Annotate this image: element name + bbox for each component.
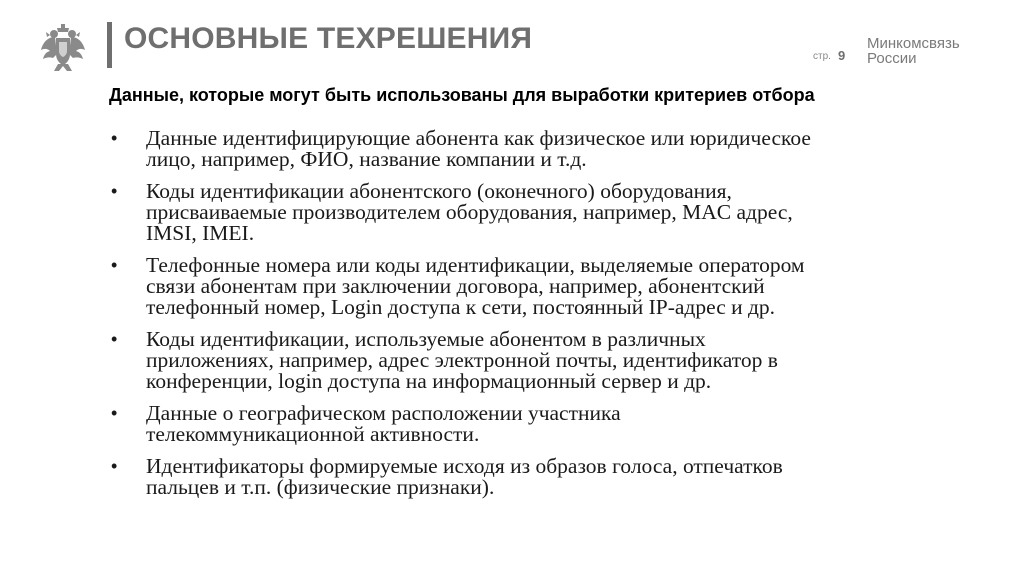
bullet-text-line: Данные о географическом расположении участника — [146, 401, 621, 425]
bullet-dot-icon: • — [111, 329, 118, 349]
title-accent-bar — [107, 22, 112, 68]
bullet-item-app-identifiers — [111, 329, 991, 392]
page-label: стр. — [813, 51, 831, 62]
bullet-item-biometrics — [111, 456, 991, 498]
bullet-text-line: присваиваемые производителем оборудования, например, MAC адрес, — [146, 200, 793, 224]
bullet-text-line: телекоммуникационной активности. — [146, 422, 480, 446]
ministry-logo-text — [867, 36, 987, 66]
bullet-text-line: Телефонные номера или коды идентификации, выделяемые оператором — [146, 253, 805, 277]
bullet-dot-icon: • — [111, 255, 118, 275]
page-number: 9 — [838, 48, 846, 63]
bullet-text-line: лицо, например, ФИО, название компании и т.д. — [146, 147, 587, 171]
bullet-text-line: IMSI, IMEI. — [146, 221, 255, 245]
bullet-list — [111, 128, 991, 509]
bullet-item-equipment-codes — [111, 181, 991, 244]
ministry-name-line2: России — [867, 50, 917, 67]
bullet-text-line: приложениях, например, адрес электронной почты, идентификатор в — [146, 348, 778, 372]
bullet-item-geolocation — [111, 403, 991, 445]
bullet-text-line: связи абонентам при заключении договора, например, абонентский — [146, 274, 765, 298]
page-title: ОСНОВНЫЕ ТЕХРЕШЕНИЯ — [124, 22, 533, 55]
bullet-dot-icon: • — [111, 128, 118, 148]
bullet-text-line: Коды идентификации, используемые абонентом в различных — [146, 327, 706, 351]
bullet-text-line: Данные идентифицирующие абонента как физическое или юридическое — [146, 126, 811, 150]
ministry-name-line1: Минкомсвязь — [867, 35, 960, 52]
slide-subtitle: Данные, которые могут быть использованы для выработки критериев отбора — [109, 85, 815, 105]
bullet-text-line: пальцев и т.п. (физические признаки). — [146, 475, 495, 499]
bullet-text-line: Коды идентификации абонентского (оконечного) оборудования, — [146, 179, 732, 203]
double-headed-eagle-icon — [40, 24, 86, 72]
bullet-dot-icon: • — [111, 403, 118, 423]
bullet-dot-icon: • — [111, 181, 118, 201]
bullet-text-line: Идентификаторы формируемые исходя из образов голоса, отпечатков — [146, 454, 783, 478]
bullet-text-line: конференции, login доступа на информационный сервер и др. — [146, 369, 712, 393]
bullet-item-phone-numbers — [111, 255, 991, 318]
bullet-text-line: телефонный номер, Login доступа к сети, постоянный IP-адрес и др. — [146, 295, 776, 319]
bullet-item-subscriber-data — [111, 128, 991, 170]
bullet-dot-icon: • — [111, 456, 118, 476]
